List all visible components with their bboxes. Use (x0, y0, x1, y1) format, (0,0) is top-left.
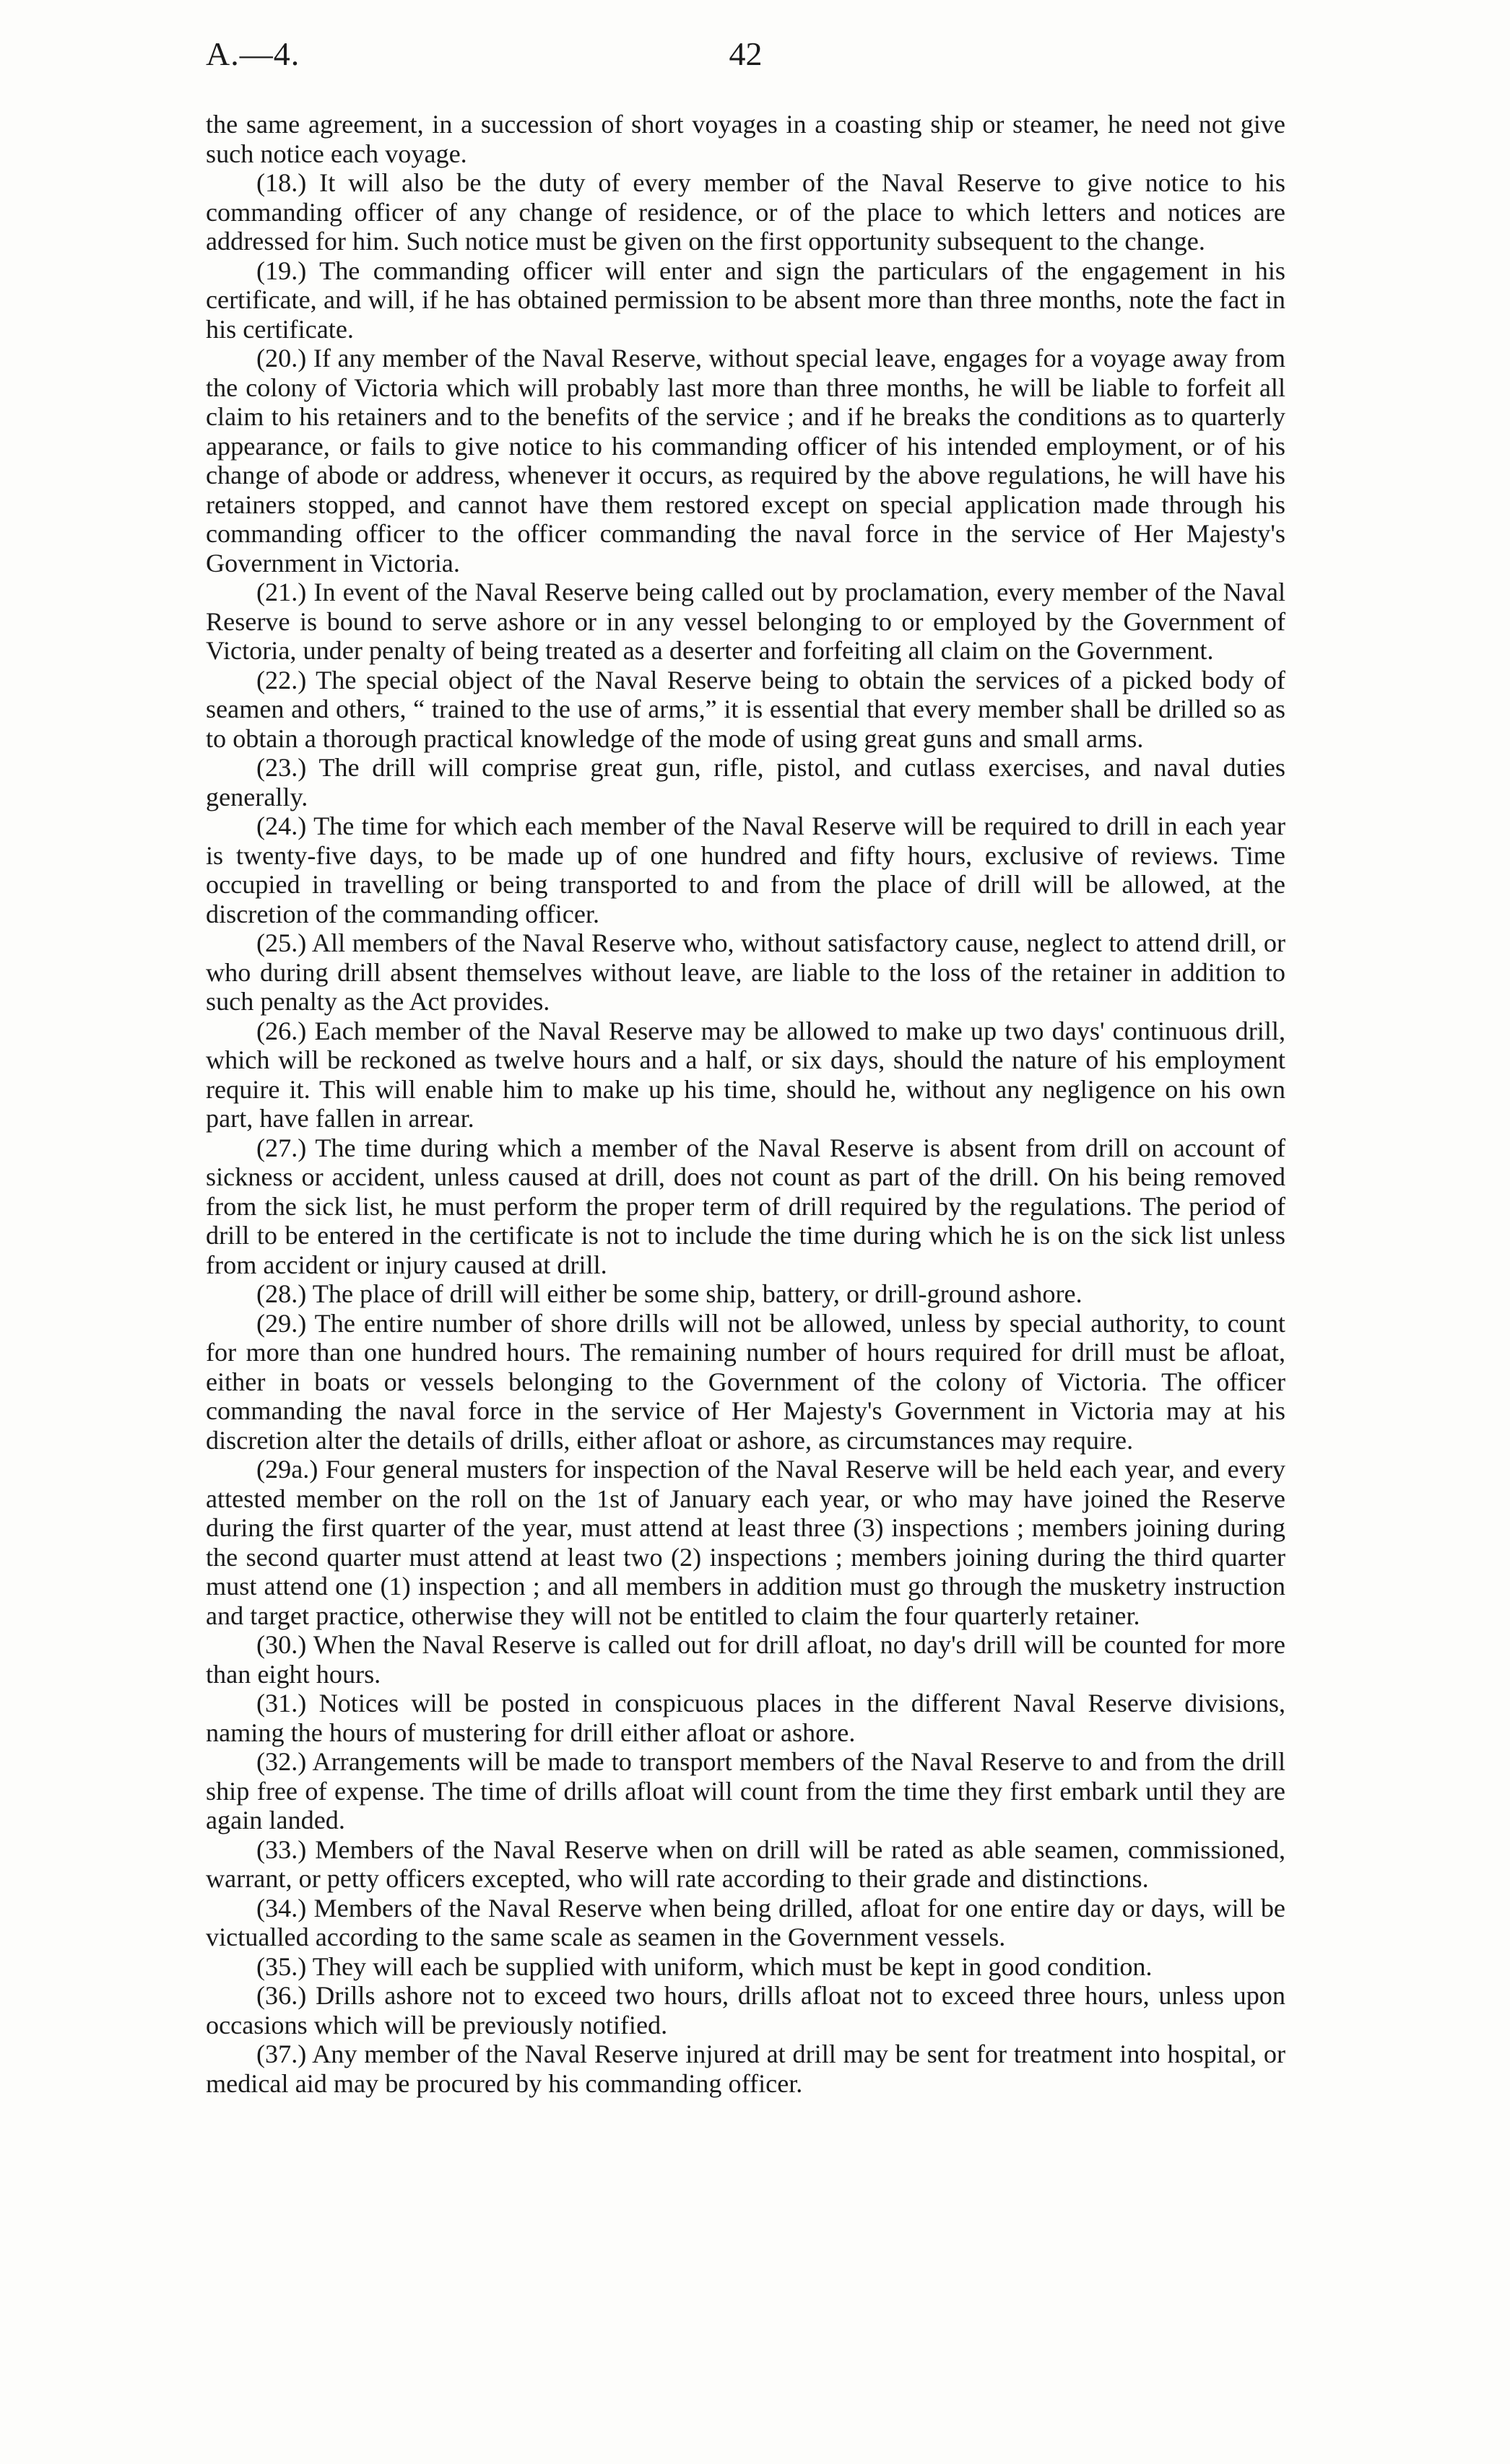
regulation-number: (27.) (256, 1133, 307, 1162)
regulation-text: The time during which a member of the Naval Reserve is absent from drill on account of sickness or accident, unless caused at drill, does not count as part of the drill. On his being removed from the sick list, he must perform the proper term of drill required by the regulations. The period of drill to be entered in the certificate is not to include the time during which he is on the sick list unless from accident or injury caused at drill. (206, 1133, 1285, 1279)
regulation-text: Members of the Naval Reserve when being drilled, afloat for one entire day or days, will be victualled according to the same scale as seamen in the Government vessels. (206, 1893, 1285, 1951)
regulation-number: (32.) (256, 1747, 307, 1776)
regulation-text: Four general musters for inspection of the Naval Reserve will be held each year, and every attested member on the roll on the 1st of January each year, or who may have joined the Reserve during the first quarter of the year, must attend at least three (3) inspections ; members joining during the second quarter must attend at least two (2) inspections ; members joining during the third quarter must attend one (1) inspection ; and all members in addition must go through the musketry instruction and target practice, otherwise they will not be entitled to claim the four quarterly retainer. (206, 1455, 1286, 1630)
regulation-number: (30.) (256, 1630, 307, 1659)
regulation-text: Notices will be posted in conspicuous places in the different Naval Reserve divisions, naming the hours of mustering for drill either afloat or ashore. (206, 1689, 1286, 1747)
regulation-number: (36.) (256, 1981, 307, 2010)
regulation-number: (26.) (256, 1016, 307, 1045)
regulation-paragraph (206, 1981, 1285, 2039)
regulation-paragraph (206, 2039, 1285, 2098)
regulation-paragraph (206, 344, 1285, 578)
regulation-text: It will also be the duty of every member of the Naval Reserve to give notice to his commanding officer of any change of residence, or of the place to which letters and notices are addressed for him. Such notice must be given on the first opportunity subsequent to the change. (206, 168, 1285, 256)
regulation-number: (24.) (256, 811, 307, 840)
running-head: A.—4. (206, 35, 300, 72)
regulation-paragraph (206, 811, 1285, 928)
regulation-number: (23.) (256, 753, 307, 782)
regulation-text: If any member of the Naval Reserve, without special leave, engages for a voyage away from the colony of Victoria which will probably last more than three months, he will be liable to forfeit all claim to his retainers and to the benefits of the service ; and if he breaks the conditions as to quarterly appearance, or fails to give notice to his commanding officer of his intended employment, or of his change of abode or address, whenever it occurs, as required by the above regulations, he will have his retainers stopped, and cannot have them restored except on special application made through his commanding officer to the officer commanding the naval force in the service of Her Majesty's Government in Victoria. (206, 344, 1285, 578)
regulation-number: (37.) (256, 2039, 307, 2068)
page-number: 42 (729, 35, 763, 72)
regulation-paragraph (206, 666, 1285, 754)
regulation-paragraph (206, 168, 1285, 256)
continuation-paragraph: the same agreement, in a succession of short voyages in a coasting ship or steamer, he need not give such notice each voyage. (206, 110, 1285, 168)
regulation-number: (25.) (256, 928, 307, 957)
regulation-number: (19.) (256, 256, 307, 285)
regulations-list (206, 168, 1285, 2098)
regulation-text: When the Naval Reserve is called out for drill afloat, no day's drill will be counted for more than eight hours. (206, 1630, 1285, 1689)
regulation-paragraph (206, 256, 1285, 344)
regulation-text: They will each be supplied with uniform, which must be kept in good condition. (312, 1951, 1153, 1981)
regulation-text: All members of the Naval Reserve who, without satisfactory cause, neglect to attend drill, or who during drill absent themselves without leave, are liable to the loss of the retainer in addition to such penalty as the Act provides. (206, 928, 1285, 1016)
regulation-text: Each member of the Naval Reserve may be allowed to make up two days' continuous drill, which will be reckoned as twelve hours and a half, or six days, should the nature of his employment require it. This will enable him to make up his time, should he, without any negligence on his own part, have fallen in arrear. (206, 1016, 1285, 1133)
regulation-text: The drill will comprise great gun, rifle, pistol, and cutlass exercises, and naval duties generally. (206, 753, 1285, 811)
regulation-number: (18.) (256, 168, 307, 197)
regulation-text: The place of drill will either be some ship, battery, or drill-ground ashore. (312, 1279, 1082, 1308)
regulation-paragraph (206, 1309, 1285, 1455)
document-body (206, 110, 1285, 2098)
regulation-text: In event of the Naval Reserve being called out by proclamation, every member of the Naval Reserve is bound to serve ashore or in any vessel belonging to or employed by the Government of Victoria, under penalty of being treated as a deserter and forfeiting all claim on the Government. (206, 578, 1285, 665)
regulation-number: (20.) (256, 344, 307, 373)
regulation-number: (28.) (256, 1279, 307, 1308)
regulation-text: Members of the Naval Reserve when on drill will be rated as able seamen, commissioned, warrant, or petty officers excepted, who will rate according to their grade and distinctions. (206, 1834, 1285, 1893)
regulation-text: The time for which each member of the Naval Reserve will be required to drill in each year is twenty-five days, to be made up of one hundred and fifty hours, exclusive of reviews. Time occupied in travelling or being transported to and from the place of drill will be allowed, at the discretion of the commanding officer. (206, 811, 1285, 928)
regulation-number: (29.) (256, 1308, 307, 1338)
regulation-paragraph (206, 1835, 1285, 1894)
regulation-paragraph (206, 1279, 1285, 1309)
regulation-text: The commanding officer will enter and sign the particulars of the engagement in his certificate, and will, if he has obtained permission to be absent more than three months, note the fact in his certificate. (206, 256, 1285, 344)
regulation-paragraph (206, 1747, 1285, 1835)
regulation-number: (29a.) (256, 1455, 318, 1484)
regulation-text: Any member of the Naval Reserve injured at drill may be sent for treatment into hospital, or medical aid may be procured by his commanding officer. (206, 2039, 1285, 2098)
regulation-number: (33.) (256, 1834, 307, 1864)
regulation-paragraph (206, 1455, 1285, 1630)
regulation-number: (31.) (256, 1689, 307, 1718)
regulation-number: (22.) (256, 665, 307, 695)
page-header (206, 35, 1285, 85)
regulation-text: Drills ashore not to exceed two hours, drills afloat not to exceed three hours, unless upon occasions which will be previously notified. (206, 1981, 1285, 2039)
regulation-number: (34.) (256, 1893, 307, 1923)
regulation-text: The special object of the Naval Reserve being to obtain the services of a picked body of seamen and others, “ trained to the use of arms,” it is essential that every member shall be drilled so as to obtain a thorough practical knowledge of the mode of using great guns and small arms. (206, 665, 1285, 753)
regulation-paragraph (206, 928, 1285, 1016)
regulation-paragraph (206, 1016, 1285, 1133)
regulation-paragraph (206, 578, 1285, 666)
regulation-text: Arrangements will be made to transport members of the Naval Reserve to and from the drill ship free of expense. The time of drills afloat will count from the time they first embark until they are again landed. (206, 1747, 1285, 1834)
regulation-paragraph (206, 1894, 1285, 1952)
regulation-text: The entire number of shore drills will not be allowed, unless by special authority, to count for more than one hundred hours. The remaining number of hours required for drill must be afloat, either in boats or vessels belonging to the Government of the colony of Victoria. The officer commanding the naval force in the service of Her Majesty's Government in Victoria may at his discretion alter the details of drills, either afloat or ashore, as circumstances may require. (206, 1308, 1285, 1455)
regulation-paragraph (206, 1133, 1285, 1280)
regulation-paragraph (206, 1689, 1285, 1747)
regulation-paragraph (206, 753, 1285, 811)
regulation-number: (35.) (256, 1951, 307, 1981)
regulation-paragraph (206, 1952, 1285, 1982)
regulation-paragraph (206, 1630, 1285, 1689)
regulation-number: (21.) (256, 578, 307, 606)
